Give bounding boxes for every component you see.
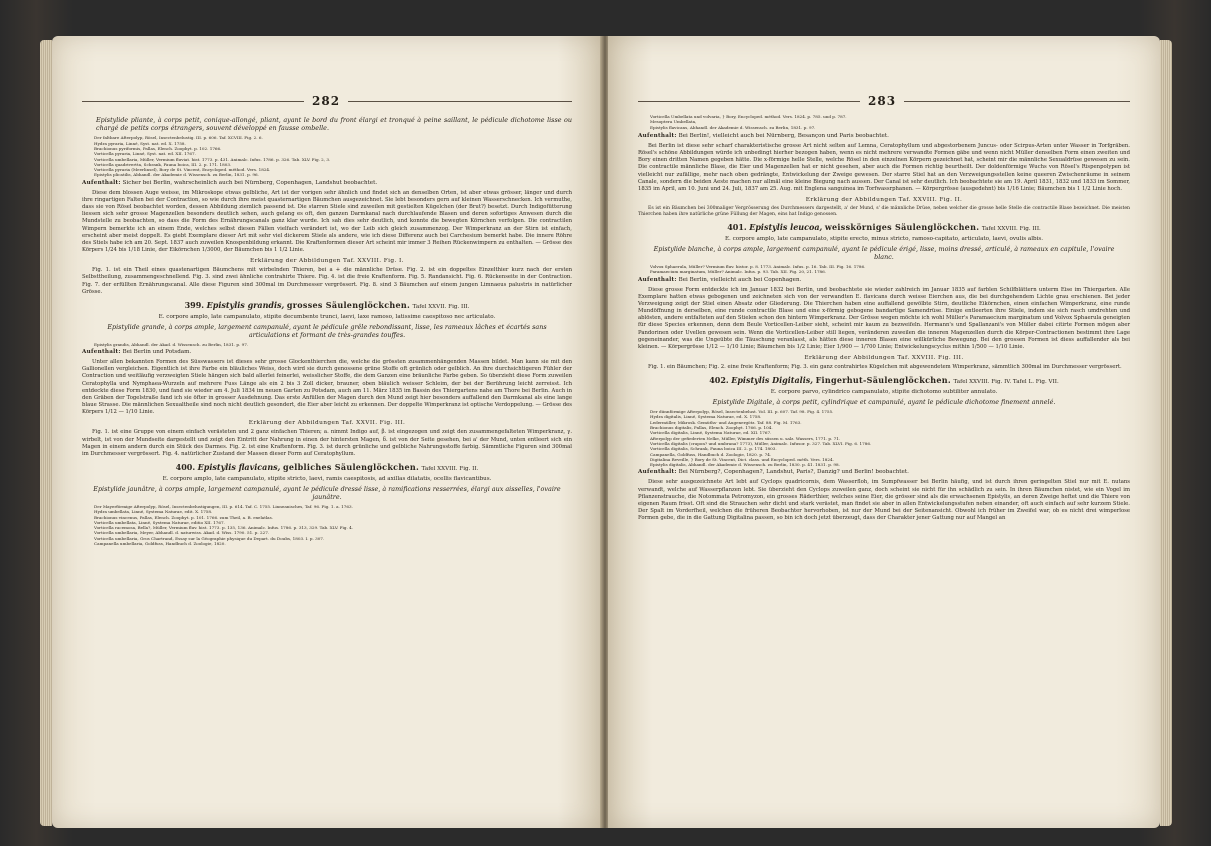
- latin-diagnosis: E. corpore parvo, cylindrico campanulato, stipite dichotomo subtiliter annulato.: [770, 389, 998, 396]
- page-edges-right: [1160, 40, 1172, 826]
- plate-reference: Tafel XXVIII. Fig. IV. Tafel L. Fig. VII.: [953, 379, 1059, 386]
- paragraph: Diese sehr ausgezeichnete Art lebt auf Cyclops quadricornis, dem Wasserfloh, im Sumpfwasser bei Berlin häufig, und ist durch ihren geringelten Stiel nur mit E. nutans verwandt, welche auf Wasserpflanzen lebt. Sie überzieht den Cyclops zuweilen ganz, doch scheint sie nicht für ihn schädlich zu sein. In ihren Bäumchen nistet, wie ein Vogel im Pflanzenstrauche, die Notommata Petromyzon, ein grosses Räderthier, welches seine Eier, die grösser sind als die erwachsenen Epistylis, an deren Zweige heftet und die Thiere von eigenen Raum frisst. Oft sind die Strauchen sehr dicht und stark verästet, man findet sie aber in allen Entwickelungsstufen neben einander, oft auch einfach auf sehr kurzem Stiele. Der Spalt im Vorderfheil, welchen die früheren Beobachter hervorhoben, ist nur der Mund bei der Seitenansicht. Obwohl ich früher im Zweifel war, ob es nicht drei wimperlose Formen gebe, die in die Gattung Digitalina passen, so bin ich doch jetzt überzeugt, dass der Charakter jener Gattung nur auf Mangel an: [638, 479, 1130, 522]
- reference-list: [94, 135, 572, 177]
- habitat-text: Bei Berlin und Potsdam.: [122, 349, 192, 356]
- plate-explanation: Es ist ein Bäumchen bei 300maliger Vergrösserung des Durchmessers dargestellt, a' der Mund, s' die männliche Drüse, neben welcher die grosse helle Stelle die contractile Blase bezeichnet. Die meisten Thierchen haben ihre natürliche grüne Füllung der Magen, eins hat Indigo genossen.: [638, 205, 1130, 217]
- species-heading: [638, 222, 1130, 234]
- page-number: 283: [868, 94, 897, 108]
- reference: Campanella umbellaria, Goldfuss, Handbuch d. Zoologie, 1820.: [94, 541, 226, 547]
- reference: Afterpolyp der gefiederten Nelke, Müller, Wimmer des süssen u. salz. Wassers, 1771. p. 71.: [650, 435, 841, 441]
- reference: Paramaecium marginatum, Müller? Animalc. Infus. p. 93. Tab. XII. Fig. 20, 21. 1786.: [650, 269, 827, 275]
- reference: Brachionus digitalis, Pallas, Elench. Zoophyt. 1766. p. 104.: [650, 425, 773, 431]
- reference: Vorticella umbellaria, Müller, Vermium fluviat. hist. 1773. p. 431. Animalc. Infus. 1786. p. 326. Tab. XLV. Fig. 2, 3.: [94, 156, 331, 162]
- french-diagnosis: Epistylide grande, à corps ample, largement campanulé, ayant le pédicule grêle rebondissant, lisse, les rameaux lâches et écartés sans articulations et formant de très-grandes touffes.: [107, 322, 547, 339]
- reference-list: [94, 342, 572, 347]
- plate-explanation: Fig. 1. ist ein Theil eines quastenartigen Bäumchens mit wirbelnden Thieren, bei a + die männliche Drüse. Fig. 2. ist ein doppeltes Einzelthier kurz nach der ersten Selbsttheilung, zusammengeschnellend. Fig. 3. sind zwei ähnliche contrahirte Thiere. Fig. 4. ist die freie Kraftenform. Fig. 5. Randansicht. Fig. 6. Rückenseite in der Contraction. Fig. 7. der erfüllten Ernährungscanal. Alle diese Figuren sind 300mal im Durchmesser vergrössert. Fig. 8. sind 3 Bäumchen auf einem jungen Limnaeus palustris in natürlicher Grösse.: [82, 267, 572, 295]
- reference: Campanella, Goldfuss, Handbuch d. Zoologie, 1820. p. 74.: [650, 451, 772, 457]
- habitat-text: Sicher bei Berlin, wahrscheinlich auch bei Nürnberg, Copenhagen, Landshut beobachtet.: [122, 179, 378, 186]
- reference: Hydra digitalis, Linné, Systema Naturae, ed. X. 1758.: [650, 414, 762, 420]
- header-rule: [904, 101, 1130, 102]
- reference: Brachionus vincenus, Pallas, Elench. Zoophyt. p. 101. 1766. zum Theil, a. B. exelatlas.: [94, 514, 273, 520]
- plate-explanation: Fig. 1. ist eine Gruppe von einem einfach verästeten und 2 ganz einfachen Thieren; a. nimmt Indigo auf, β. ist eingezogen und zeigt den zusammengefalteten Wimperkranz, γ. wirbelt, ist von der Mundseite dargestellt und zeigt den Eintritt der Nahrung in einen der hintersten Magen, δ. ist von der Seite gesehen, bei a' der Mund, unten entleert sich ein Magen in einem andern durch ein Stück des Darmes. Fig. 2. ist eine Kraftenform. Fig. 3. ist durch grünliche und gelbliche Nahrungsstoffe farbig. Sämmtliche Figuren sind 300mal im Durchmesser vergrössert. Fig. 4. natürlicher Zustand der Massen dieser Form auf Ceratophyllum.: [82, 429, 572, 457]
- plate-reference: Tafel XXVIII. Fig. III.: [981, 225, 1041, 232]
- paragraph: Diese grosse Form entdeckte ich im Januar 1832 bei Berlin, und beobachtete sie wieder zahlreich im Januar 1835 auf farblen Schilfblättern unterm Eise im Thiergarten. Alle Exemplare hatten etwas gebogenen und zeichneten sich von der verwandten E. flavicans durch weisse Eierchen aus, die bei durchgehendem Lichte grau erschienen. Bei jeder Verzweigung zeigt der Stiel einen Absatz oder Gliederung. Die Thierchen haben eine auffallend gewölbte Stirn, deutliche Eikörnchen, einen einfachen Wimperkranz, eine runde Mundöffnung in derselben, eine runde contractile Blase und eine x-förmig gebogene bandartige Samendrüse. Einige entleerten ihre Stiele, indem sie sich rasch umdrehten und ablösten, andere entfalteten auf den Stielen schon den hintern Wimperkranz. Der Grösse wegen möchte ich wohl Müller's Paramaecium marginatum und Volvox Sphaerula geneigten für diese Species erkennen, denn dem Beule Vorticellen-Leiber sieht, scheint mir kaum zu bezweifeln. Hermann's und Spallanzani's von Müller dabei citirte Formen mögen aber Pandorinen oder Uvellen gewesen sein. Wenn die Vorticellen-Leiber still liegen, veränderen zuweilen die inneren Magenzellen durch die Körper-Contractionen bestimmt ihre Lage gegeneinander, was die Ungeübte die Täuschung veranlasst, als hätten diese inneren Blasen eine willkürliche Bewegung. Bei den grossen Formen ist diess auffallender als bei kleinen. — Körpergrösse 1/12 — 1/10 Linie; Bäumchen bis 1/2 Linie; Eier 1/900 — 1/700 Linie; Entwickelungscyclus mithin 1/500 — 1/10 Linie.: [638, 286, 1130, 350]
- habitat-line: [638, 469, 1130, 476]
- reference: Epistylis flavicans, Abhandl. der Akademie d. Wissensch. zu Berlin, 1831. p. 97.: [650, 124, 816, 130]
- french-diagnosis: Epistylide jaunâtre, à corps ample, largement campanulé, ayant le pédicule dressé lisse, à ramifications resserrées, élargi aux aisselles, l'ovaire jaunâtre.: [93, 484, 561, 501]
- reference-list: [94, 504, 572, 546]
- species-common-name: gelbliches Säulenglöckchen.: [283, 461, 420, 472]
- species-common-name: Fingerhut-Säulenglöckchen.: [815, 375, 951, 386]
- habitat-line: [638, 277, 1130, 284]
- habitat-text: Bei Berlin!, vielleicht auch bei Nürnberg, Besançon und Paris beobachtet.: [678, 132, 889, 139]
- page-header-left: [82, 94, 572, 108]
- reference: Vorticella racemosa, Bella?, Müller, Vermium fluv. hist. 1773. p. 135, 136. Animalc. Infus. 1786. p. 313, 329. Tab. XLV. Fig. 4.: [94, 525, 353, 531]
- latin-diagnosis: E. corpore amplo, late campanulato, stipite stricto, laevi, ramis caespitosis, ad axillas dilatatis, ocellis flavicantibus.: [162, 475, 492, 482]
- reference: Vorticella digitalis, Schrank, Fauna boica III. 2. p. 174. 1803.: [650, 446, 777, 452]
- right-page-text: [638, 114, 1130, 814]
- paragraph: Unter allen bekannten Formen des Süsswassers ist dieses sehr grosse Glockenthierchen die, welche die grössten zusammenhängenden Massen bildet. Man kann sie mit den Gallionellen vergleichen. Eigentlich ist ihre Farbe ein bläuliches Weiss, doch wird sie durch genossene grüne Stoffe oft grünlich oder gelblich. An ihre durchsichtigeren Fühler der Contraction und weitläufig verzweigten Stiele hängen sich bald allerlei feinerlei, weisslicher Stoffe, die dem Ganzen eine bräunliche Farbe geben. So überzieht diese Form zuweilen Ceratophylla und Nymphaea-Wurzeln auf mehrere Fuss Länge als ein 2 bis 3 Zoll dicker, brauner, oben bläulich weisser Schleim, der bei der Berührung leicht zerreisst. Ich entdeckte diese Form 1830, und fand sie wieder am 4. Juli 1834 im neuen Garten zu Potsdam, auch am 11. März 1835 im Bassin des Thiergartens nahe am Thore bei Berlin. Auch in den Gräben der Togelstraße fand ich sie öfter in grosser Ausdehnung. Das erste Anfüllen der Magen durch den Mund zeigt hier besonders auffallend den Darmkanal als eine lange blaue Strasse. Die männlichen Sexualtheile sind noch nicht deutlich gesondert, die Eier aber leicht zu erkennen. Der doppelte Wimperkranz ist optische Verdoppelung. — Grösse des Körpers 1/12 — 1/10 Linie.: [82, 359, 572, 416]
- reference: Der faltbare Afterpolyp, Rösel, Insectenbelustig. III. p. 606. Taf. XCVIII. Fig. 2. 6.: [94, 135, 263, 141]
- habitat-text: Bei Berlin, vielleicht auch bei Copenhagen.: [678, 276, 802, 283]
- reference: Brachionus pyriformis, Pallas, Elench. Zoophyt. p. 102. 1766.: [94, 146, 222, 151]
- reference: Vorticella pyraria, Linné, Syst. nat. ed. XII. 1767.: [94, 151, 196, 157]
- species-common-name: grosses Säulenglöckchen.: [286, 299, 411, 310]
- plate-heading: Erklärung der Abbildungen Taf. XXVII. Fig. III.: [248, 420, 406, 427]
- reference: Vorticella pyraria (Meerlinsel), Bory de St. Vincent, Encycloped. méthod. Vers. 1824.: [94, 167, 271, 173]
- reference-list: [650, 264, 1130, 275]
- species-heading: [82, 300, 572, 312]
- reference: Vorticella digitalis, Linné, Systema Naturae, ed. XII. 1767.: [650, 430, 772, 436]
- reference-list: [650, 409, 1130, 467]
- plate-heading: Erklärung der Abbildungen Taf. XXVIII. Fig. I.: [250, 258, 404, 265]
- habitat-text: Bei Nürnberg?, Copenhagen?, Landshut, Paris?, Danzig? und Berlin! beobachtet.: [678, 469, 909, 476]
- reference: Vorticella quadrivertta, Schrank, Fauna boica, III. 2. p. 171. 1803.: [94, 161, 232, 167]
- reference-list: [650, 114, 1130, 130]
- species-name: Epistylis Digitalis,: [731, 375, 814, 386]
- reference: Vorticella digitalis (crapon? und umbrana? 1773), Müller, Animalc. Infusor. p. 327. Tab. XLVI. Fig. 6. 1786.: [650, 440, 872, 446]
- french-diagnosis: Epistylide Digitale, à corps petit, cylindrique et campanulé, ayant le pédicule dichotome finement annelé.: [712, 398, 1056, 407]
- paragraph: Diese dem blossen Auge weisse, im Mikroskope etwas gelbliche, Art ist der vorigen sehr ähnlich und findet sich an denselben Orten, ist aber etwas grösser, länger und durch ihre ringartigen Falten bei der Contraction, so wie durch ihre meist quasternartigen Bäumchen ausgezeichnet. Sie lebt besonders gern auf kleinen Wasserschnecken. Ich vermuthe, dass sie von Rösel beobachtet worden, dessen Abbildung ziemlich passend ist. Die starren Stiele sind zuweilen mit gestielten Kügelchen (der Brut?) besetzt. Durch Indigofütterung liessen sich sehr grosse Magenzellen besonders deutlich sehen, auch gelang es oft, den ganzen Darmkanal nach durchlaufende Blasen und deren sofortiges Anwesen durch die Mundstelle zu beobachten, so dass die Form des Ernährungscanals ganz klar wurde. Ich sah dies sehr deutlich, und konnte die bewegten Körnchen verfolgen. Die contractilen Wimpern bemerkte ich an einem Ende, welches selbst diesen Fällen vielfach verändert ist, wo der Leib sich gleich zusammenzog. Der Wimperkranz an der Stirn ist einfach, erscheint aber meist doppelt. Es giebt Exemplare dieser Art mit sehr viel dickerem Stiele als andere, wie ich diese Differenz auch bei Carchesium bemerkt habe. Die innere Röhre des Stiels habe ich am 20. Sept. 1837 auch zuweilen Knospenbildung erkannt. Die Kraftenformen dieser Art scheint mir immer 3 Reihen Rückenwimpern zu enthalten. — Grösse des Körpers 1/24 bis 1/18 Linie, der Eikörnchen 1/3000, der Bäumchen bis 1 1/2 Linie.: [82, 189, 572, 254]
- reference: Vorticella Umbellata und volvaria, } Bory, Encycloped. méthod. Vers. 1824. p. 785. und p. 787.: [650, 114, 847, 119]
- reference: Volvox Sphaerula, Müller? Vermium fluv. histor. p. 8. 1773. Animalc. Infus. p. 16. Tab. III. Fig. 16. 1786.: [650, 263, 866, 269]
- species-number: 400.: [175, 461, 196, 472]
- species-description-fr: Epistylide pliante, à corps petit, conique-allongé, pliant, ayant le bord du front élargi et tronqué à peine saillant, le pédicule dichotome lisse ou chargé de petits corps étrangers, souvent développé en fausse ombelle.: [96, 116, 572, 133]
- reference: Ledermüller, Mikrosk. Gemüths- und Augenergötz. Taf. 88. Fig. M. 1763.: [650, 419, 802, 425]
- species-heading: [82, 462, 572, 474]
- habitat-line: [82, 349, 572, 356]
- species-heading: [638, 375, 1130, 387]
- latin-diagnosis: E. corpore amplo, late campanulato, stipite erecto, minus stricto, ramoso-capitato, articulato, laevi, ovulis albis.: [724, 235, 1044, 242]
- reference: Mesoptera Umbellata,: [650, 119, 697, 125]
- left-page: [52, 36, 602, 828]
- page-edges-left: [40, 40, 52, 826]
- reference: Der Mayerförmige Afterpolyp, Rösel, Insectenbelustigungen, III. p. 614. Taf. C. 1755. Linneanisches, Taf. 96. Fig. 1. a. 1763.: [94, 503, 353, 509]
- left-page-text: [82, 114, 572, 814]
- habitat-label: Aufenthalt:: [638, 469, 677, 476]
- species-common-name: weisskörniges Säulenglöckchen.: [824, 221, 980, 232]
- reference: Vorticella umbellata, Linné, Systema Naturae, editio XII. 1767.: [94, 519, 225, 525]
- reference: Vorticella umbellaria, Meyer, Abhandl. d. naturwiss. Akad. d. Wiss. 1790. 51. p. 227.: [94, 530, 270, 536]
- species-name: Epistylis flavicans,: [197, 461, 281, 472]
- page-header-right: [638, 94, 1130, 108]
- latin-diagnosis: E. corpore amplo, late campanulato, stipite decumbente trunci, laevi, laxe ramoso, latissime caespitoso nec articulato.: [158, 313, 496, 320]
- plate-explanation: Fig. 1. ein Bäumchen; Fig. 2. eine freie Kraftenform; Fig. 3. ein ganz contrahirtes Kügelchen mit abgewendetem Wimperkranz, sämmtlich 300mal im Durchmesser vergrössert.: [648, 363, 1122, 370]
- reference: Digitalina Reveille, } Bory de St. Vincent, Dict. class. und Encycloped. méth. Vers. 1824.: [650, 456, 834, 462]
- reference: Epistylis digitalis, Abhandl. der Akademie d. Wissensch. zu Berlin, 1830. p. 41. 1831. p. 98.: [650, 462, 840, 468]
- reference: Epistylis grandis, Abhandl. der Akad. d. Wissensch. zu Berlin, 1831. p. 97.: [94, 341, 249, 347]
- species-number: 402.: [709, 375, 729, 386]
- header-rule: [348, 101, 572, 102]
- paragraph: Bei Berlin ist diese sehr scharf charakteristische grosse Art nicht selten auf Lemna, Ceratophyllum und abgestorbenem Juncus- oder Scirpus-Arten unter Wasser in Torfgräben. Rösel's schöne Abbildungen würde ich unbedingt hierher bezogen haben, wenn es nicht mehrere verwandte Formen gäbe und wenn nicht Müller denselben Form einen zweiten und Bory einen dritten Namen gegeben hätte. Die x-förmige helle Stelle, welche Rösel in den einzelnen Körpern gezeichnet hat, scheint mir die männliche Sexualdrüse gewesen zu sein. Die contractile männliche Blase, die Eier und Magenzellen hat er nicht gesehen, aber auch die Formen richtig beurtheilt. Der doldenförmige Wuchs von Rösel's Rispenpolypen ist vielleicht nur zufällige, mehr nach oben gedrängte, Entwickelung der Zweige gewesen. Der starre Stiel hat an den Verzweigungsstellen keine queeren Zwischenräume in seinem Canale, sondern die beiden Aeste machen nur allmäl eine kleine Biegung nach aussen. Der Canal ist sehr deutlich. Ich beobachtete sie am 19. April 1831, 1832 und 1833 im Sommer, 1835 im April, am 10. Juni und 24. Juli, 1837 am 25. Aug. mit Englena sanguinea im Torfwassrphanen. — Körpergrösse (ausgedehnt) bis 1/16 Linie; Bäumchen bis 1 1/2 Linie hoch.: [638, 142, 1130, 192]
- habitat-label: Aufenthalt:: [638, 132, 677, 139]
- species-name: Epistylis grandis,: [206, 299, 285, 310]
- plate-reference: Tafel XXVII. Fig. III.: [412, 303, 470, 310]
- reference: Vorticella umbellaria, Gros Chartrand, Essay sur la Géographie physique du Depart. du Doubs, 1803. I. p. 307.: [94, 535, 325, 541]
- plate-heading: Erklärung der Abbildungen Taf. XXVIII. Fig. II.: [805, 196, 963, 203]
- species-name: Epistylis leucoa,: [749, 221, 823, 232]
- species-number: 399.: [184, 299, 205, 310]
- habitat-line: [638, 133, 1130, 140]
- reference: Epistylis plicatilis, Abhandl. der Akademie d. Wissensch. zu Berlin, 1831. p. 96.: [94, 172, 259, 178]
- reference: Der dünnförmige Afterpolyp, Rösel, Insectenbelust. Vol. III. p. 607. Taf. 98. Fig. 4. 1755.: [650, 409, 834, 415]
- header-rule: [638, 101, 860, 102]
- habitat-label: Aufenthalt:: [82, 349, 121, 356]
- habitat-label: Aufenthalt:: [638, 276, 677, 283]
- habitat-line: [82, 180, 572, 187]
- species-number: 401.: [727, 221, 747, 232]
- right-page: [608, 36, 1160, 828]
- header-rule: [82, 101, 304, 102]
- reference: Hydra umbellata, Linné, Systema Naturae, edit. X. 1758.: [94, 509, 213, 515]
- french-diagnosis: Epistylide blanche, à corps ample, largement campanulé, ayant le pédicule érigé, lisse, moins dressé, articulé, à rameaux en capitule, l'ovaire blanc.: [653, 244, 1115, 261]
- plate-reference: Tafel XXVIII. Fig. II.: [421, 465, 479, 472]
- habitat-label: Aufenthalt:: [82, 179, 121, 186]
- reference: Hydra pyraria, Linné, Syst. nat. ed. X. 1758.: [94, 140, 186, 146]
- page-number: 282: [312, 94, 341, 108]
- plate-heading: Erklärung der Abbildungen Taf. XXVIII. Fig. III.: [804, 354, 964, 361]
